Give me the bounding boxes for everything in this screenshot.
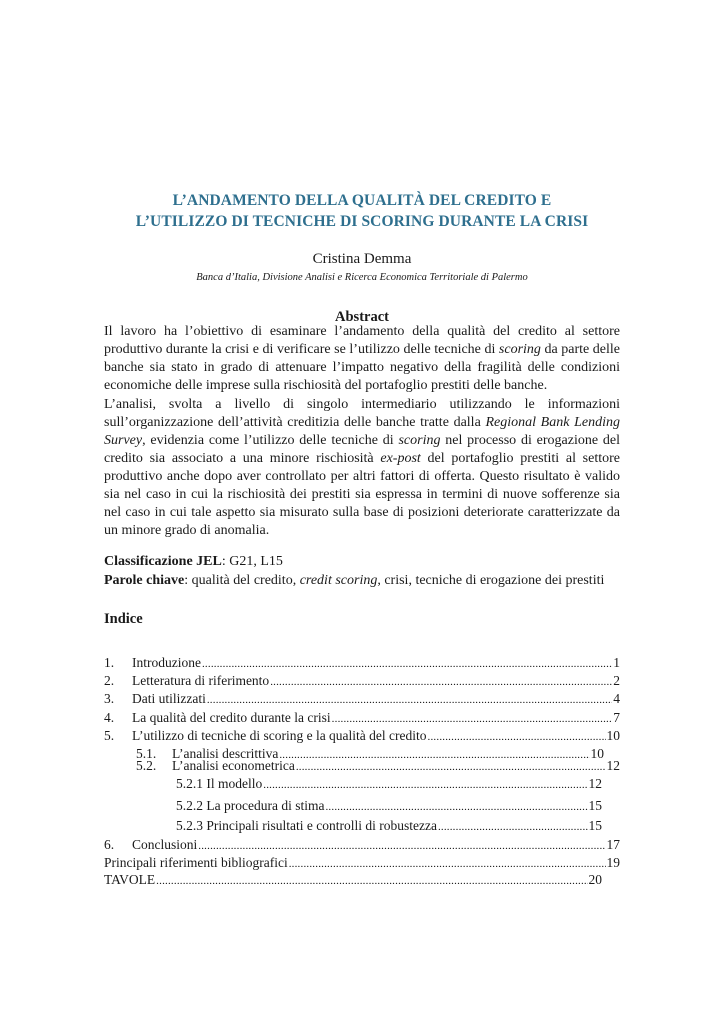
toc-entry-title: 5.2.2 La procedura di stima bbox=[176, 798, 325, 813]
author-affiliation: Banca d’Italia, Divisione Analisi e Ricerca Economica Territoriale di Palermo bbox=[196, 272, 528, 283]
toc-entry-number: 4. bbox=[104, 710, 115, 725]
toc-entry-title: TAVOLE bbox=[104, 872, 156, 887]
abstract-p2-text-e: nel processo di erogazione del credito sia associato a una minore rischiosità bbox=[104, 433, 620, 466]
index-heading: Indice bbox=[104, 611, 143, 627]
toc-entry-number: 5.1. bbox=[136, 746, 157, 761]
abstract-p2-text-g: del portafoglio prestiti al settore produttivo anche dopo aver controllato per altri fattori di offerta. Questo risultato è valido sia nel caso in cui la rischiosità dei prestiti sia espressa in termini di nuove sofferenze sia nel caso in cui tale aspetto sia misurato sulla base di posizioni deteriorate caratterizzate da un minore grado di anomalia. bbox=[104, 451, 620, 538]
abstract-p1-italic-scoring: scoring bbox=[498, 342, 541, 357]
toc-entry-number: 1. bbox=[104, 655, 115, 670]
toc-entry-number: 6. bbox=[104, 837, 115, 852]
abstract-p2-text-a: L’analisi, svolta a livello di singolo intermediario utilizzando le informazioni sull’organizzazione dell’attività creditizia delle banche tratte dalla bbox=[104, 397, 620, 430]
abstract-p2-text-c: , evidenzia come l’utilizzo delle tecniche di bbox=[142, 433, 399, 448]
keywords-text-c: , crisi, tecniche di erogazione dei prestiti bbox=[377, 573, 605, 588]
abstract-p1-text-a: Il lavoro ha l’obiettivo di esaminare l’andamento della qualità del credito al settore produttivo durante la crisi e di verificare se l’utilizzo delle tecniche di bbox=[104, 324, 620, 357]
toc-leader-dots bbox=[270, 673, 612, 691]
toc-entry-title: L’utilizzo di tecniche di scoring e la qualità del credito bbox=[132, 728, 427, 743]
toc-entry-page: 12 bbox=[606, 758, 620, 773]
toc-entry-page: 4 bbox=[613, 691, 620, 706]
abstract-p2-italic-scoring: scoring bbox=[398, 433, 441, 448]
toc-entry-page: 17 bbox=[606, 837, 620, 852]
toc-entry-title: 5.2.1 Il modello bbox=[176, 776, 263, 791]
abstract-p1-text-c: da parte delle banche sia stato in grado di attenuare l’impatto negativo della fragilità delle condizioni economiche delle imprese sulla rischiosità del portafoglio prestiti delle banche. bbox=[104, 342, 620, 393]
toc-entry-number: 5. bbox=[104, 728, 115, 743]
toc-leader-dots bbox=[198, 837, 605, 855]
author-name: Cristina Demma bbox=[312, 251, 412, 267]
abstract-p2-italic-expost: ex-post bbox=[380, 451, 421, 466]
title-line-1: L’ANDAMENTO DELLA QUALITÀ DEL CREDITO E bbox=[172, 192, 552, 209]
keywords-italic: credit scoring bbox=[299, 573, 378, 588]
toc-entry-title: L’analisi descrittiva bbox=[172, 746, 279, 761]
toc-entry[interactable] bbox=[104, 836, 620, 854]
toc-leader-dots bbox=[202, 655, 612, 673]
toc-entry-page: 10 bbox=[590, 746, 604, 761]
toc-entry-number: 3. bbox=[104, 691, 115, 706]
toc-entry-page: 2 bbox=[613, 673, 620, 688]
toc-entry-title: Principali riferimenti bibliografici bbox=[104, 855, 288, 870]
toc-entry-title: 5.2.3 Principali risultati e controlli di robustezza bbox=[176, 818, 437, 833]
toc-leader-dots bbox=[428, 728, 606, 746]
title-line-2: L’UTILIZZO DI TECNICHE DI SCORING DURANTE LA CRISI bbox=[135, 213, 589, 230]
toc-entry[interactable] bbox=[104, 672, 620, 690]
keywords-label: Parole chiave bbox=[104, 573, 185, 588]
toc-entry-number: 2. bbox=[104, 673, 115, 688]
toc-entry[interactable] bbox=[176, 775, 602, 793]
toc-entry-page: 19 bbox=[606, 855, 620, 870]
toc-entry-title: L’analisi econometrica bbox=[172, 758, 295, 773]
toc-entry[interactable] bbox=[104, 654, 620, 672]
toc-entry[interactable] bbox=[176, 797, 602, 815]
jel-value: : G21, L15 bbox=[221, 554, 283, 569]
toc-entry-title: Introduzione bbox=[132, 655, 201, 670]
toc-entry-page: 1 bbox=[613, 655, 620, 670]
toc-entry-title: Letteratura di riferimento bbox=[132, 673, 270, 688]
toc-entry-page: 20 bbox=[588, 872, 602, 887]
keywords-text-a: : qualità del credito, bbox=[184, 573, 300, 588]
toc-leader-dots bbox=[263, 776, 587, 794]
toc-leader-dots bbox=[332, 710, 613, 728]
toc-entry-page: 15 bbox=[588, 798, 602, 813]
toc-entry[interactable] bbox=[136, 757, 620, 775]
toc-leader-dots bbox=[438, 818, 588, 836]
toc-entry-number: 5.2. bbox=[136, 758, 157, 773]
toc-entry-page: 10 bbox=[606, 728, 620, 743]
toc-entry-page: 7 bbox=[613, 710, 620, 725]
toc-entry[interactable] bbox=[104, 854, 620, 872]
toc-leader-dots bbox=[156, 872, 587, 890]
toc-entry-page: 15 bbox=[588, 818, 602, 833]
table-of-contents bbox=[104, 0, 620, 1024]
toc-entry[interactable] bbox=[104, 871, 602, 889]
toc-entry[interactable] bbox=[176, 817, 602, 835]
abstract-heading: Abstract bbox=[335, 309, 389, 325]
toc-entry-page: 12 bbox=[588, 776, 602, 791]
toc-leader-dots bbox=[296, 758, 606, 776]
toc-entry[interactable] bbox=[104, 709, 620, 727]
abstract-p2-italic-survey: Regional Bank Lending Survey bbox=[104, 415, 620, 448]
toc-entry[interactable] bbox=[104, 690, 620, 708]
jel-label: Classificazione JEL bbox=[104, 554, 222, 569]
toc-entry-title: Conclusioni bbox=[132, 837, 198, 852]
toc-leader-dots bbox=[325, 798, 587, 816]
toc-entry[interactable] bbox=[104, 727, 620, 745]
toc-leader-dots bbox=[207, 691, 612, 709]
toc-entry-title: Dati utilizzati bbox=[132, 691, 206, 706]
toc-entry-title: La qualità del credito durante la crisi bbox=[132, 710, 331, 725]
